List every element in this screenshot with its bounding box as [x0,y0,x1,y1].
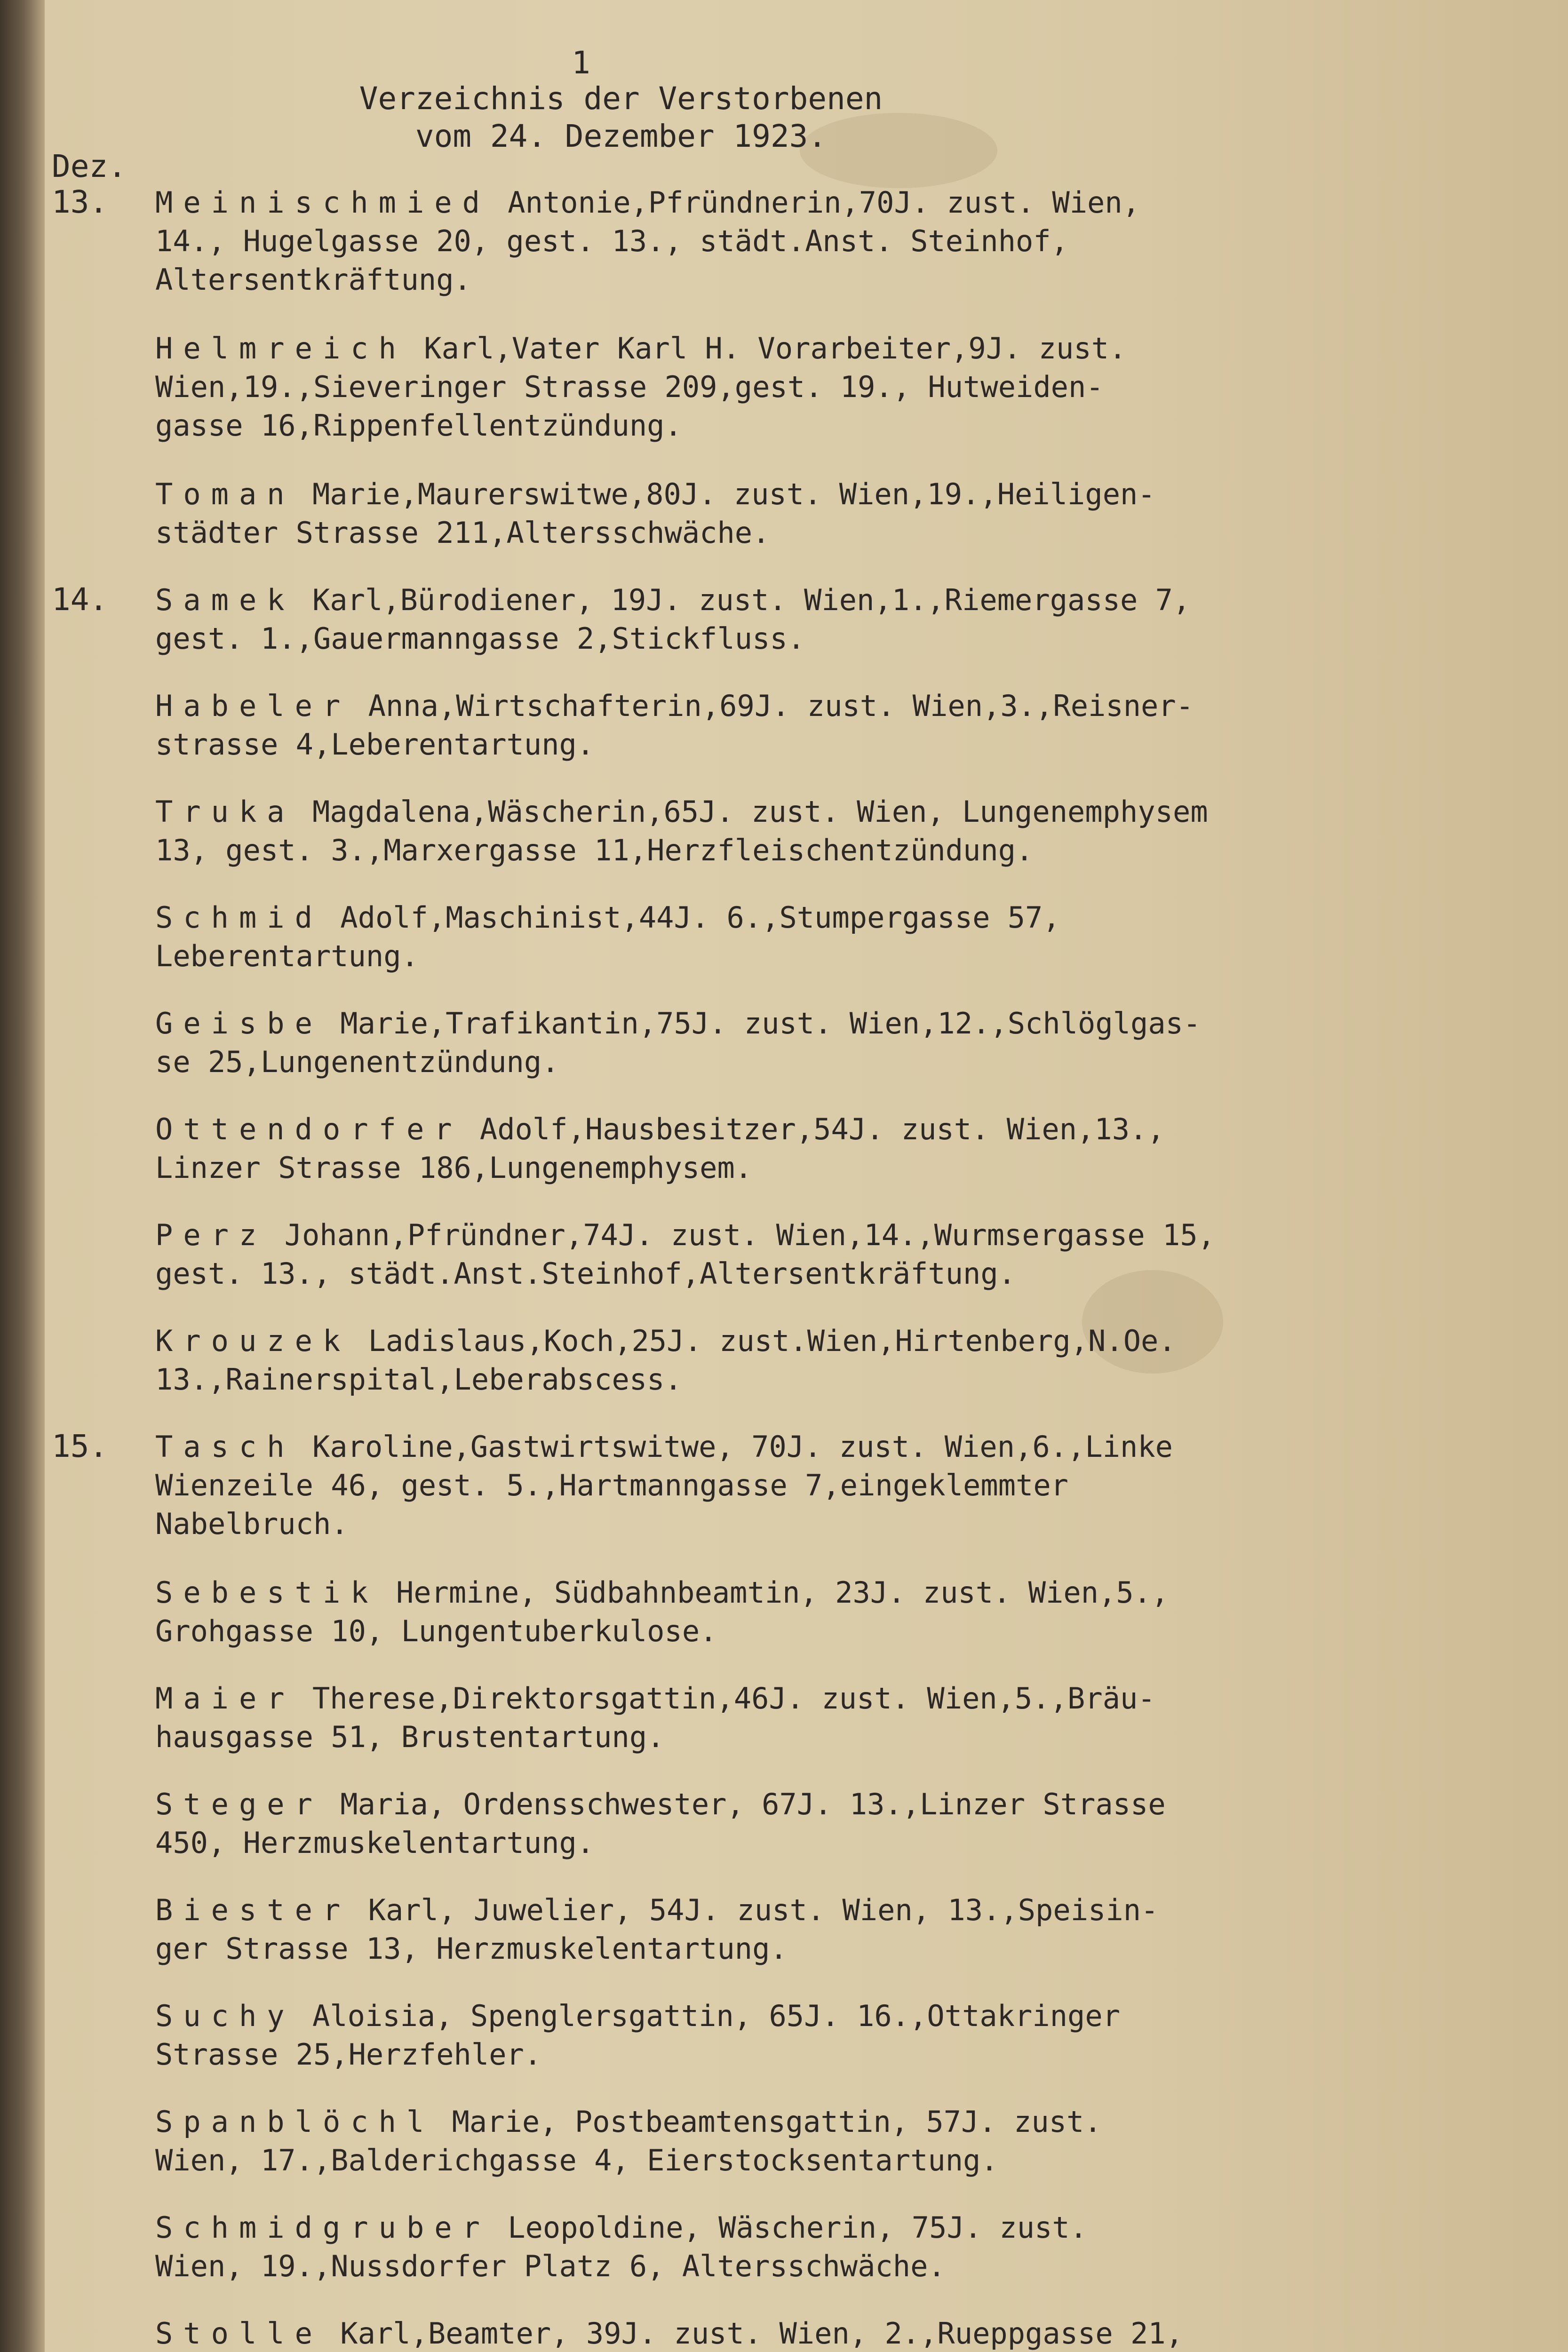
list-item [0,1785,1568,1891]
title-line-2: vom 24. Dezember 1923. [415,118,827,154]
entry-details: Aloisia, Spenglersgattin, 65J. 16.,Ottakringer Strasse 25,Herzfehler. [155,1999,1121,2072]
entry-surname: Truka [155,795,295,829]
entry-text [155,1110,1402,1187]
list-item [0,1110,1568,1216]
list-item [0,581,1568,687]
title-line-1: Verzeichnis der Verstorbenen [359,80,883,117]
entry-text [155,1004,1402,1081]
entry-text [155,1785,1402,1862]
entry-surname: Steger [155,1787,323,1821]
entry-day: 15. [52,1428,108,1464]
entry-text [155,2103,1402,2180]
list-item [0,1573,1568,1679]
entry-surname: Geisbe [155,1006,323,1041]
entry-surname: Samek [155,583,295,617]
entry-text [155,687,1402,764]
document-title [292,80,950,155]
entry-text [155,1322,1402,1399]
entry-text [155,2209,1402,2286]
entry-surname: Spanblöchl [155,2105,435,2139]
entry-details: Marie, Postbeamtensgattin, 57J. zust. Wien, 17.,Balderichgasse 4, Eierstocksentartung. [155,2105,1102,2177]
list-item [0,1428,1568,1573]
entry-text [155,475,1402,552]
list-item [0,1004,1568,1110]
list-item [0,2103,1568,2209]
entry-details: Marie,Trafikantin,75J. zust. Wien,12.,Schlöglgas- se 25,Lungenentzündung. [155,1006,1201,1079]
entry-details: Karoline,Gastwirtswitwe, 70J. zust. Wien,6.,Linke Wienzeile 46, gest. 5.,Hartmanngasse 7,eingeklemmter Nabelbruch. [155,1430,1173,1541]
entry-details: Magdalena,Wäscherin,65J. zust. Wien, Lungenemphysem 13, gest. 3.,Marxergasse 11,Herzfleischentzündung. [155,795,1208,867]
entry-details: Johann,Pfründner,74J. zust. Wien,14.,Wurmsergasse 15, gest. 13., städt.Anst.Steinhof,Altersentkräftung. [155,1218,1215,1291]
entry-text [155,183,1402,299]
list-item [0,1679,1568,1785]
list-item [0,329,1568,475]
entry-text [155,329,1402,445]
entry-text [155,898,1402,976]
entry-details: Adolf,Maschinist,44J. 6.,Stumpergasse 57, Leberentartung. [155,900,1060,973]
list-item [0,2209,1568,2314]
entry-text [155,1679,1402,1756]
list-item [0,2314,1568,2352]
entry-details: Karl,Beamter, 39J. zust. Wien, 2.,Rueppgasse 21, [340,2316,1183,2351]
death-register-entries [0,148,1568,2352]
entry-details: Karl,Bürodiener, 19J. zust. Wien,1.,Riemergasse 7, gest. 1.,Gauermanngasse 2,Stickfluss. [155,583,1191,656]
entry-surname: Biester [155,1893,351,1927]
entry-surname: Ottendorfer [155,1112,462,1146]
list-item [0,898,1568,1004]
month-label: Dez. [52,148,127,184]
list-item [0,1891,1568,1997]
list-item [0,183,1568,329]
entry-surname: Toman [155,477,295,511]
entry-day: 13. [52,184,108,220]
entry-surname: Stolle [155,2316,323,2351]
entry-surname: Tasch [155,1430,295,1464]
entry-surname: Krouzek [155,1324,351,1358]
entry-text [155,793,1402,870]
entry-day: 14. [52,581,108,618]
entry-details: Therese,Direktorsgattin,46J. zust. Wien,5.,Bräu- hausgasse 51, Brustentartung. [155,1681,1155,1754]
entry-details: Karl,Vater Karl H. Vorarbeiter,9J. zust. Wien,19.,Sieveringer Strasse 209,gest. 19., Hutweiden- gasse 16,Rippenfellentzündung. [155,331,1127,443]
entry-text [155,1891,1402,1968]
entry-details: Antonie,Pfründnerin,70J. zust. Wien, 14., Hugelgasse 20, gest. 13., städt.Anst. Steinhof, Altersentkräftung. [155,185,1140,297]
entry-surname: Helmreich [155,331,406,366]
list-item [0,793,1568,898]
entry-text [155,1428,1402,1543]
entry-details: Anna,Wirtschafterin,69J. zust. Wien,3.,Reisner- strasse 4,Leberentartung. [155,689,1194,762]
entry-surname: Schmidgruber [155,2210,490,2245]
entry-surname: Habeler [155,689,351,723]
entry-details: Hermine, Südbahnbeamtin, 23J. zust. Wien,5., Grohgasse 10, Lungentuberkulose. [155,1575,1169,1648]
list-item [0,687,1568,793]
entry-text [155,581,1402,658]
page-number: 1 [572,45,590,81]
entry-text [155,1997,1402,2074]
entry-details: Marie,Maurerswitwe,80J. zust. Wien,19.,Heiligen- städter Strasse 211,Altersschwäche. [155,477,1155,550]
list-item [0,475,1568,581]
entry-details: Ladislaus,Koch,25J. zust.Wien,Hirtenberg,N.Oe. 13.,Rainerspital,Leberabscess. [155,1324,1176,1397]
entry-text [155,2314,1402,2352]
entry-details: Maria, Ordensschwester, 67J. 13.,Linzer Strasse 450, Herzmuskelentartung. [155,1787,1166,1860]
entry-surname: Suchy [155,1999,295,2033]
entry-text [155,1573,1402,1651]
list-item [0,1322,1568,1428]
entry-details: Karl, Juwelier, 54J. zust. Wien, 13.,Speisin- ger Strasse 13, Herzmuskelentartung. [155,1893,1159,1966]
entry-text [155,1216,1402,1293]
entry-surname: Sebestik [155,1575,379,1610]
entry-surname: Perz [155,1218,267,1252]
entry-surname: Maier [155,1681,295,1716]
list-item [0,1997,1568,2103]
entry-details: Leopoldine, Wäscherin, 75J. zust. Wien, 19.,Nussdorfer Platz 6, Altersschwäche. [155,2210,1088,2283]
entry-surname: Schmid [155,900,323,935]
entry-surname: Meinischmied [155,185,490,220]
entry-details: Adolf,Hausbesitzer,54J. zust. Wien,13., Linzer Strasse 186,Lungenemphysem. [155,1112,1165,1185]
list-item [0,1216,1568,1322]
